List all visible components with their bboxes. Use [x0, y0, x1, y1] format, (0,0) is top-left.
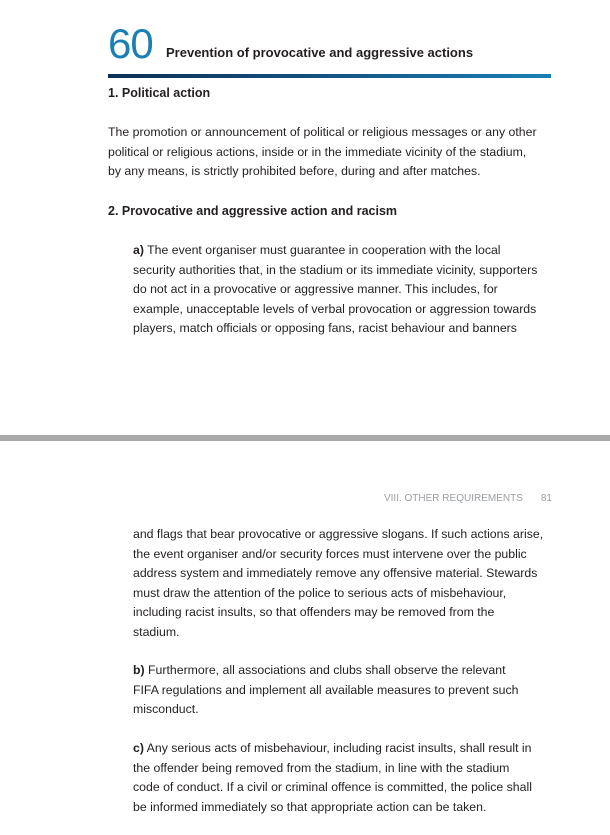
header-rule: [108, 74, 551, 78]
paragraph-line: example, unacceptable levels of verbal provocation or aggression towards: [133, 301, 537, 316]
item-b-first-line: Furthermore, all associations and clubs shall observe the relevant: [144, 663, 506, 677]
paragraph-line: be informed immediately so that appropriate action can be taken.: [133, 799, 487, 814]
paragraph-line: FIFA regulations and implement all available measures to prevent such: [133, 682, 519, 697]
paragraph-line: do not act in a provocative or aggressive manner. This includes, for: [133, 282, 498, 296]
paragraph-line: security authorities that, in the stadium or its immediate vicinity, supporters: [133, 262, 538, 277]
page-number: 81: [540, 493, 552, 504]
item-b-paragraph: [133, 661, 558, 720]
item-c-paragraph: [133, 739, 558, 817]
paragraph-line: and flags that bear provocative or aggressive slogans. If such actions arise,: [133, 527, 544, 541]
section-heading-political-action: 1. Political action: [108, 86, 211, 100]
paragraph-line: including racist insults, so that offenders may be removed from the: [133, 605, 495, 619]
running-header: [384, 493, 552, 504]
political-action-paragraph: [108, 123, 558, 182]
paragraph-line: by any means, is strictly prohibited before, during and after matches.: [108, 164, 481, 178]
running-header-section: VIII. OTHER REQUIREMENTS: [383, 493, 523, 504]
paragraph-line: the event organiser and/or security forces must intervene over the public: [133, 546, 527, 561]
chapter-title: Prevention of provocative and aggressive actions: [166, 45, 474, 60]
chapter-number: 60: [108, 20, 153, 67]
paragraph-line: misconduct.: [133, 702, 199, 716]
paragraph-line: players, match officials or opposing fans, racist behaviour and banners: [133, 321, 517, 335]
paragraph-line: must draw the attention of the police to serious acts of misbehaviour,: [133, 585, 507, 600]
item-c-marker: c): [133, 741, 144, 755]
paragraph-line: [133, 241, 558, 261]
bottom-page: [0, 441, 610, 835]
paragraph-line: [133, 739, 558, 759]
paragraph-line: political or religious actions, inside or in the immediate vicinity of the stadium,: [108, 144, 527, 159]
paragraph-line: [133, 661, 558, 681]
paragraph-line: address system and immediately remove any offensive material. Stewards: [133, 566, 538, 580]
section-heading-provocative-action: 2. Provocative and aggressive action and racism: [108, 204, 398, 218]
item-b-marker: b): [133, 663, 145, 677]
paragraph-line: stadium.: [133, 624, 180, 639]
item-c-first-line: Any serious acts of misbehaviour, including racist insults, shall result in: [143, 741, 532, 755]
continuation-paragraph: [133, 525, 558, 642]
item-a-paragraph: [133, 241, 558, 339]
paragraph-line: The promotion or announcement of political or religious messages or any other: [108, 125, 537, 139]
paragraph-line: code of conduct. If a civil or criminal offence is committed, the police shall: [133, 780, 532, 794]
chapter-header: [108, 20, 551, 80]
item-a-marker: a): [133, 243, 144, 257]
item-a-first-line: The event organiser must guarantee in cooperation with the local: [143, 243, 501, 257]
paragraph-line: the offender being removed from the stadium, in line with the stadium: [133, 760, 510, 775]
